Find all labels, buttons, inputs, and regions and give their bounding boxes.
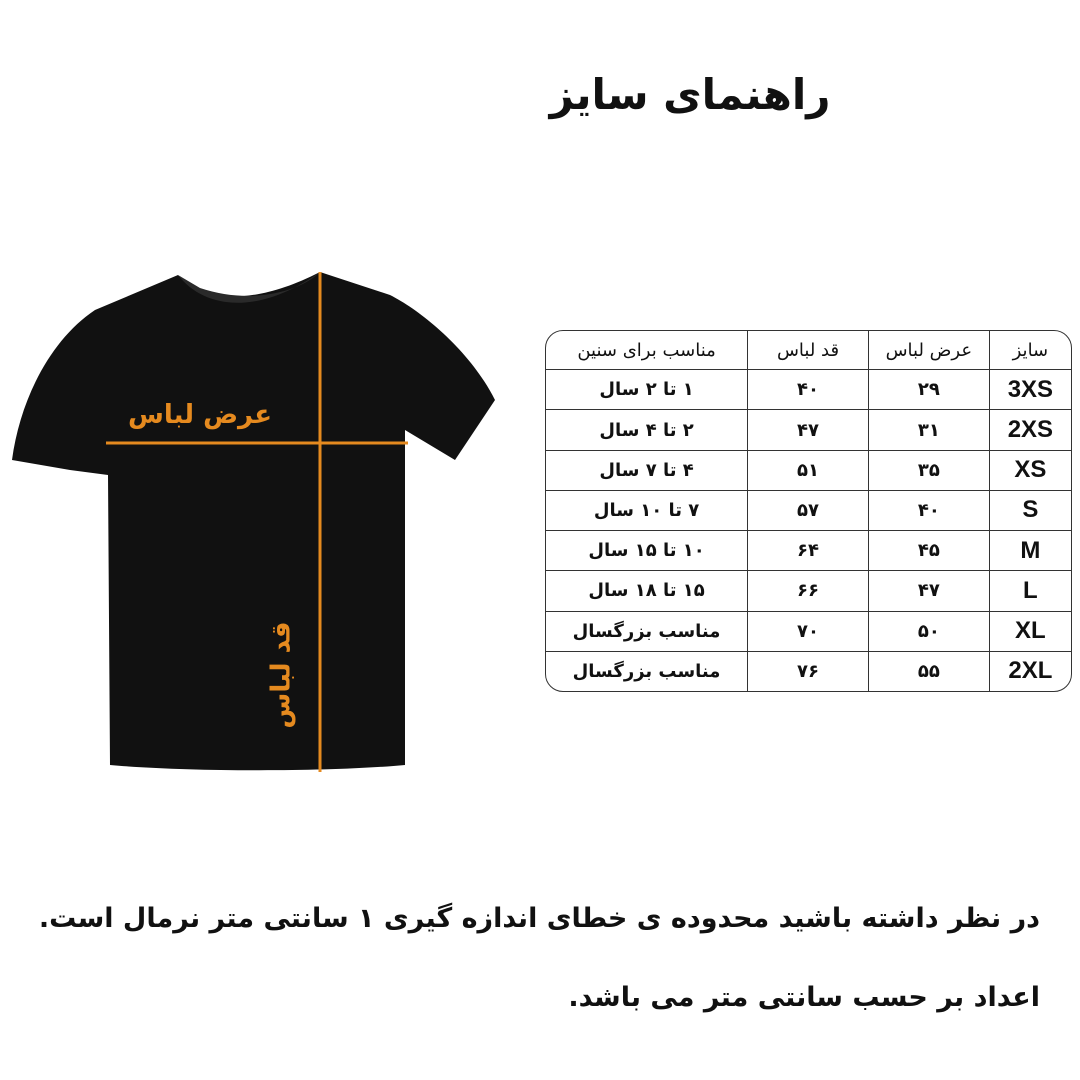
height-value: ۴۷: [748, 410, 869, 450]
size-value: 3XS: [989, 370, 1071, 410]
height-value: ۷۶: [748, 651, 869, 691]
width-value: ۴۵: [868, 531, 989, 571]
age-value: ۱۰ تا ۱۵ سال: [546, 531, 748, 571]
height-value: ۷۰: [748, 611, 869, 651]
height-value: ۶۶: [748, 571, 869, 611]
age-value: مناسب بزرگسال: [546, 611, 748, 651]
height-value: ۵۱: [748, 450, 869, 490]
width-value: ۴۰: [868, 490, 989, 530]
width-value: ۵۵: [868, 651, 989, 691]
tshirt-icon: [0, 260, 520, 790]
header-age: مناسب برای سنین: [546, 331, 748, 370]
header-size: سایز: [989, 331, 1071, 370]
table-row: [546, 370, 1071, 410]
size-value: 2XL: [989, 651, 1071, 691]
width-label: عرض لباس: [128, 400, 272, 430]
height-value: ۶۴: [748, 531, 869, 571]
width-value: ۵۰: [868, 611, 989, 651]
note-units: اعداد بر حسب سانتی متر می باشد.: [568, 982, 1040, 1013]
size-value: XS: [989, 450, 1071, 490]
size-value: L: [989, 571, 1071, 611]
age-value: ۲ تا ۴ سال: [546, 410, 748, 450]
header-height: قد لباس: [748, 331, 869, 370]
age-value: مناسب بزرگسال: [546, 651, 748, 691]
table-row: [546, 410, 1071, 450]
table-row: [546, 571, 1071, 611]
age-value: ۱۵ تا ۱۸ سال: [546, 571, 748, 611]
table-row: [546, 450, 1071, 490]
header-width: عرض لباس: [868, 331, 989, 370]
height-value: ۵۷: [748, 490, 869, 530]
table-row: [546, 531, 1071, 571]
size-chart-table: [545, 330, 1072, 692]
width-value: ۲۹: [868, 370, 989, 410]
size-value: XL: [989, 611, 1071, 651]
height-label: قد لباس: [266, 621, 297, 729]
note-measurement-error: در نظر داشته باشید محدوده ی خطای اندازه گیری ۱ سانتی متر نرمال است.: [38, 903, 1040, 934]
size-value: 2XS: [989, 410, 1071, 450]
age-value: ۷ تا ۱۰ سال: [546, 490, 748, 530]
age-value: ۴ تا ۷ سال: [546, 450, 748, 490]
width-value: ۳۵: [868, 450, 989, 490]
table-row: [546, 490, 1071, 530]
tshirt-illustration: [0, 260, 520, 790]
height-value: ۴۰: [748, 370, 869, 410]
table-row: [546, 611, 1071, 651]
page-title: راهنمای سایز: [549, 70, 831, 119]
age-value: ۱ تا ۲ سال: [546, 370, 748, 410]
table-row: [546, 651, 1071, 691]
size-value: M: [989, 531, 1071, 571]
tshirt-body: [12, 272, 495, 770]
size-value: S: [989, 490, 1071, 530]
width-value: ۳۱: [868, 410, 989, 450]
width-value: ۴۷: [868, 571, 989, 611]
table-header-row: [546, 331, 1071, 370]
